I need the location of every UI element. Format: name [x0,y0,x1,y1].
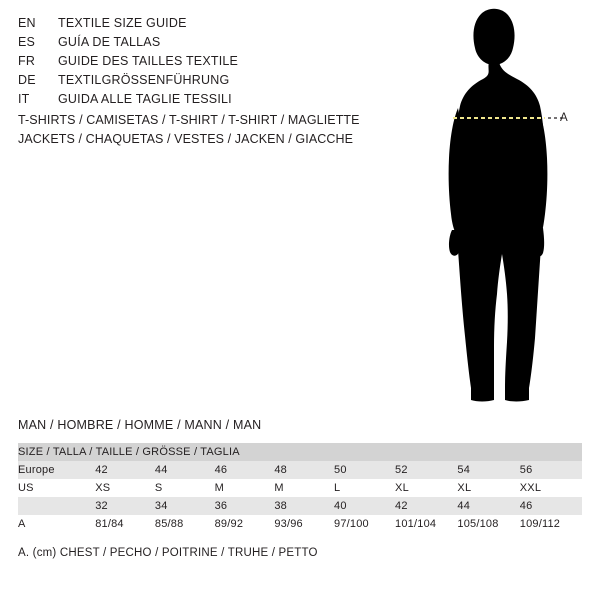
silhouette-icon [395,8,595,408]
cell: 109/112 [519,518,561,530]
man-silhouette-figure [395,8,595,408]
cell: 54 [457,464,471,476]
language-row [18,16,398,35]
cell: 32 [95,500,108,512]
cell: S [154,482,163,494]
cell: 89/92 [214,518,244,530]
language-row [18,35,398,54]
cell: 46 [519,500,533,512]
language-row [18,54,398,73]
category-list [18,111,418,149]
cell: 42 [395,500,408,512]
size-table [18,443,582,533]
cell: 34 [154,500,168,512]
table-row [18,515,582,533]
table-header-row [18,443,582,461]
cell: XXL [519,482,542,494]
table-row [18,461,582,479]
cell: 85/88 [154,518,184,530]
cell: 36 [214,500,228,512]
cell: 81/84 [95,518,124,530]
language-code: EN [18,16,36,30]
language-text: GUIDA ALLE TAGLIE TESSILI [58,92,232,106]
row-label [18,497,95,515]
cell: 48 [274,464,287,476]
cell: L [334,482,341,494]
cell: 93/96 [274,518,303,530]
category-line-tshirts: T-SHIRTS / CAMISETAS / T-SHIRT / T-SHIRT / MAGLIETTE [18,113,360,127]
cell: 101/104 [395,518,437,530]
cell: M [274,482,284,494]
language-code: IT [18,92,30,106]
table-header-label: SIZE / TALLA / TAILLE / GRÖSSE / TAGLIA [18,446,240,458]
category-line-jackets: JACKETS / CHAQUETAS / VESTES / JACKEN / GIACCHE [18,132,354,146]
cell: 50 [334,464,347,476]
footnote-chest: A. (cm) CHEST / PECHO / POITRINE / TRUHE / PETTO [18,547,318,559]
language-text: TEXTILE SIZE GUIDE [58,16,187,30]
cell: XL [457,482,472,494]
cell: 97/100 [334,518,369,530]
table-title-man: MAN / HOMBRE / HOMME / MANN / MAN [18,418,262,432]
language-row [18,92,398,111]
row-label: A [18,518,26,530]
language-text: GUÍA DE TALLAS [58,35,161,49]
cell: 46 [214,464,228,476]
language-list [18,16,398,111]
table-row [18,479,582,497]
cell: 42 [95,464,108,476]
row-label: US [18,482,34,494]
language-code: ES [18,35,36,49]
cell: 44 [457,500,471,512]
row-label: Europe [18,464,55,476]
table-row [18,497,582,515]
language-text: GUIDE DES TAILLES TEXTILE [58,54,239,68]
language-code: DE [18,73,36,87]
cell: 40 [334,500,347,512]
measure-label-a: A [560,112,568,124]
cell: 38 [274,500,287,512]
language-code: FR [18,54,36,68]
language-row [18,73,398,92]
cell: M [214,482,224,494]
cell: 52 [395,464,408,476]
language-text: TEXTILGRÖSSENFÜHRUNG [58,73,230,87]
cell: 56 [519,464,533,476]
cell: XS [95,482,111,494]
cell: 44 [154,464,168,476]
cell: 105/108 [457,518,499,530]
cell: XL [395,482,409,494]
